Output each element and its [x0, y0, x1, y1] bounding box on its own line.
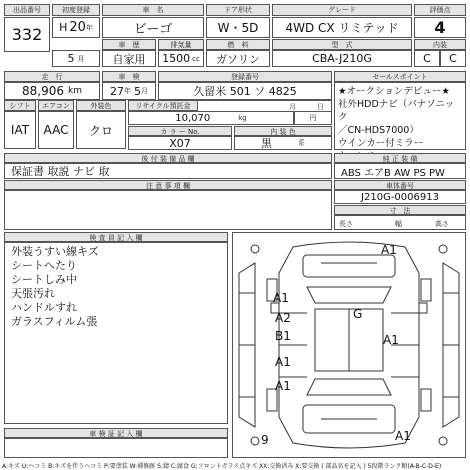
mileage-value: 88,906 [22, 84, 64, 98]
mark-door-a2: A2 [275, 311, 291, 325]
header-interior: 内装 [414, 39, 466, 50]
mark-door-b1: B1 [275, 329, 291, 343]
ac-value: AAC [38, 111, 74, 149]
remark-6: ガラスフィルム張 [11, 315, 98, 328]
mark-front-a1: A1 [381, 243, 397, 257]
interior-color-value [234, 136, 332, 150]
mark-left-rear-a1: A1 [275, 355, 291, 369]
insp-month: 5 [134, 84, 141, 98]
exterior-score: C [440, 50, 466, 67]
inspection-date [102, 82, 156, 100]
recycle-value: 10,070 [175, 112, 211, 124]
header-grade: グレード [272, 4, 412, 16]
era: H [59, 21, 68, 34]
month-unit: 月 [77, 54, 85, 63]
interior-color: 黒 [261, 137, 272, 150]
header-model: 車 名 [102, 4, 204, 16]
legend: A:キズ U:ヘコミ B:キズを伴うヘコミ P:要塗装 W:補修跡 S:錆 C:腐食 G:フロントガラス点キズ XX:交換済み X:要交換 ( 部品名を記入 ) 5段階ランク順(A-B-C-D-E) [2, 463, 442, 470]
score-value: 4 [414, 17, 466, 38]
remark-4: 天張汚れ [11, 287, 55, 300]
header-seller: 車 検 証 記 入 欄 [4, 428, 228, 438]
year: 20 [69, 20, 86, 35]
model-name: ビーゴ [102, 17, 204, 38]
header-sales-point: セールスポイント [334, 71, 466, 82]
first-reg-month [52, 50, 100, 67]
notes-box [4, 190, 332, 230]
sales-point-2: 社外HDDナビ（パナソニック [338, 99, 455, 123]
header-notes: 注 意 事 項 欄 [4, 180, 332, 190]
header-ac: エアコン [38, 100, 74, 111]
header-shift: シフト [4, 100, 36, 111]
plate-value: 久留米 501 ソ 4825 [158, 82, 332, 100]
first-reg-year [52, 17, 100, 38]
interior-score: C [414, 50, 440, 67]
frame-no-value: J210G-0006913 [334, 190, 466, 204]
sales-point-3: ／CN-HDS7000） [338, 125, 419, 136]
remark-5: ハンドルすれ [11, 301, 77, 314]
height-label: 高さ [435, 220, 449, 228]
recycle-unit: 円 [294, 111, 332, 125]
displacement [158, 50, 204, 67]
usage: 自家用 [102, 50, 156, 67]
car-diagram [232, 232, 466, 458]
header-frame: 車体番号 [334, 180, 466, 190]
sales-point-4: ウインカー付ミラー [338, 138, 424, 149]
header-exterior: 外装色 [76, 100, 126, 111]
header-door: ドア形状 [206, 4, 270, 16]
month: 5 [67, 52, 75, 65]
mark-right-door-a1: A1 [383, 333, 399, 347]
chassis-value: CBA-J210G [272, 50, 412, 67]
insp-year-unit: 年 [124, 87, 131, 95]
header-equipment: 純 正 装 備 [334, 153, 466, 163]
header-interior-color: 内 装 色 [234, 126, 332, 136]
header-mileage: 走 行 [4, 71, 100, 82]
header-score: 評価点 [414, 4, 466, 16]
header-plate: 登録番号 [158, 71, 332, 82]
mark-rear-a1: A1 [395, 429, 411, 443]
interior-color-unit: 系 [298, 139, 305, 147]
header-fuel: 燃 料 [206, 39, 270, 50]
header-displacement: 排気量 [158, 39, 204, 50]
insp-month-unit: 月 [141, 87, 148, 95]
shift-value: IAT [4, 111, 36, 149]
mark-rear-9: 9 [261, 433, 269, 447]
sales-point-1: ★オークションデビュー★ [338, 86, 450, 97]
remark-2: シートへたり [11, 259, 77, 272]
header-type: 車 歴 [102, 39, 156, 50]
day-label: 日 [317, 103, 324, 111]
color-no-value: X07 [128, 136, 232, 150]
header-recycle: リサイクル預託金 [128, 100, 198, 111]
seller-box [4, 438, 228, 458]
exterior-color: クロ [76, 111, 126, 149]
header-lot-no: 出品番号 [4, 4, 50, 16]
header-dims: 寸 法 [334, 205, 466, 215]
mark-windshield-g: G [353, 307, 363, 321]
header-inspector: 検 査 員 記 入 欄 [4, 232, 228, 242]
year-unit: 年 [85, 23, 93, 32]
month-label: 月 [289, 103, 296, 111]
dims-row [334, 215, 466, 230]
header-color-no: カ ラ ー No. [128, 126, 232, 136]
cc-unit: cc [192, 54, 200, 63]
remarks-box [4, 242, 228, 424]
kg-unit: kg [238, 114, 247, 122]
header-chassis: 型 式 [272, 39, 412, 50]
km-unit: km [68, 86, 82, 96]
door-type: W・5D [206, 17, 270, 38]
lot-number: 332 [4, 17, 50, 52]
mark-left-a1: A1 [273, 291, 289, 305]
header-inspection: 車 検 [102, 71, 156, 82]
remark-3: シートしみ中 [11, 273, 77, 286]
header-first-reg: 初度登録 [52, 4, 100, 16]
sales-points [334, 82, 466, 150]
recycle-fee [128, 111, 294, 125]
fuel-value: ガソリン [206, 50, 270, 67]
remark-1: 外装うすい線キズ [11, 245, 99, 258]
displacement-value: 1500 [162, 52, 191, 65]
header-after-market: 後 付 装 備 品 欄 [4, 153, 332, 163]
mileage [4, 82, 100, 100]
mark-quarter-a1: A1 [275, 379, 291, 393]
equipment-value: ABS エアB AW PS PW [334, 163, 466, 179]
grade-value: 4WD CX リミテッド [272, 17, 412, 38]
car-outline [233, 233, 465, 457]
after-market-value: 保証書 取説 ナビ 取 [4, 163, 332, 179]
length-label: 長さ [339, 220, 353, 228]
width-label: 幅 [395, 220, 402, 228]
insp-year: 27 [110, 84, 124, 98]
